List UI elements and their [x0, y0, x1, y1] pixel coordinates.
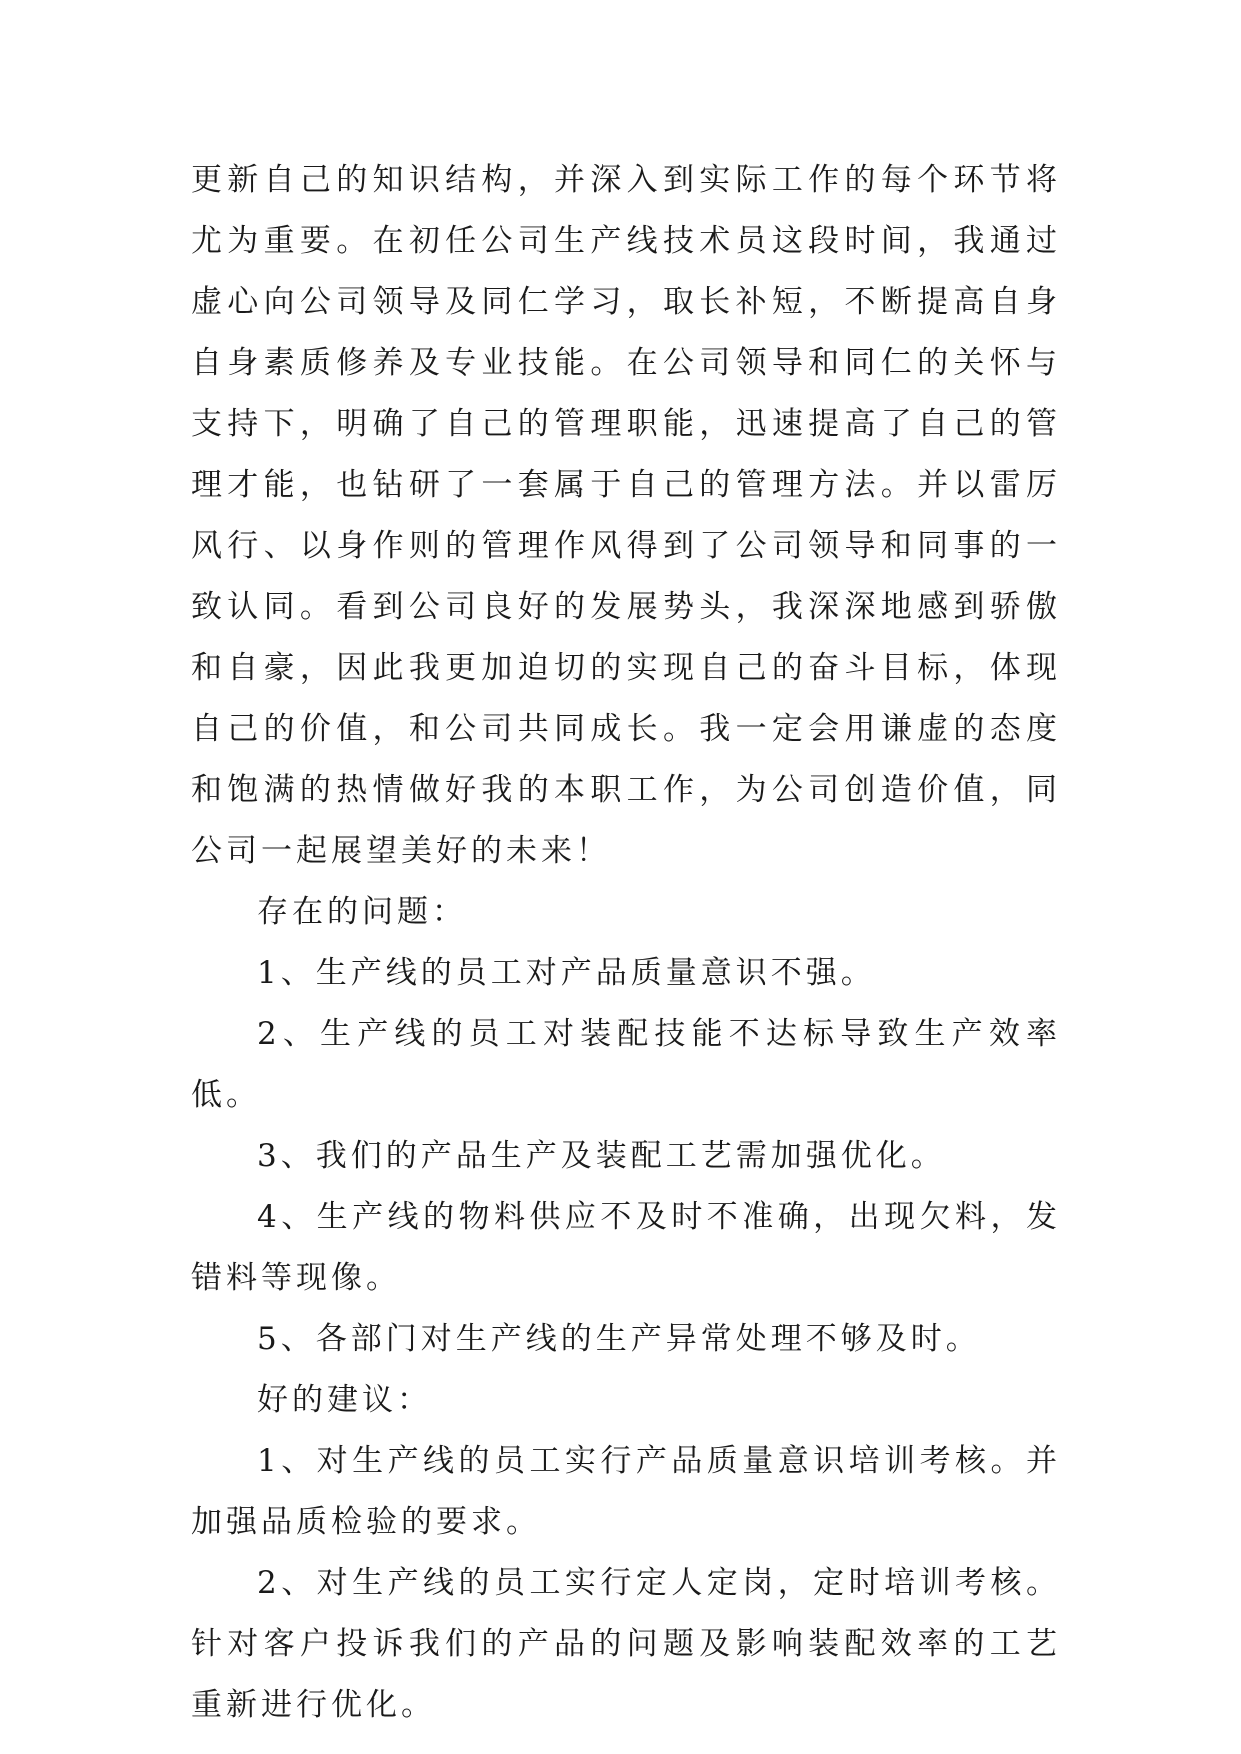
paragraph-work-summary: 更新自己的知识结构，并深入到实际工作的每个环节将尤为重要。在初任公司生产线技术员这段时间，我通过虚心向公司领导及同仁学习，取长补短，不断提高自身自身素质修养及专业技能。在公司领导和同仁的关怀与支持下，明确了自己的管理职能，迅速提高了自己的管理才能，也钻研了一套属于自己的管理方法。并以雷厉风行、以身作则的管理作风得到了公司领导和同事的一致认同。看到公司良好的发展势头，我深深地感到骄傲和自豪，因此我更加迫切的实现自己的奋斗目标，体现自己的价值，和公司共同成长。我一定会用谦虚的态度和饱满的热情做好我的本职工作，为公司创造价值，同公司一起展望美好的未来！ — [191, 162, 1061, 869]
suggestion-item-2: 2、对生产线的员工实行定人定岗，定时培训考核。针对客户投诉我们的产品的问题及影响装配效率的工艺重新进行优化。 — [191, 1565, 1061, 1723]
document-body — [191, 150, 1061, 1736]
problem-item-2: 2、生产线的员工对装配技能不达标导致生产效率低。 — [191, 1016, 1061, 1113]
problem-item-4: 4、生产线的物料供应不及时不准确，出现欠料，发错料等现像。 — [191, 1199, 1061, 1296]
heading-problems: 存在的问题： — [257, 894, 467, 930]
heading-suggestions: 好的建议： — [257, 1382, 432, 1418]
problem-item-1: 1、生产线的员工对产品质量意识不强。 — [257, 955, 876, 991]
suggestion-item-1: 1、对生产线的员工实行产品质量意识培训考核。并加强品质检验的要求。 — [191, 1443, 1061, 1540]
problem-item-5: 5、各部门对生产线的生产异常处理不够及时。 — [257, 1321, 981, 1357]
problem-item-3: 3、我们的产品生产及装配工艺需加强优化。 — [257, 1138, 946, 1174]
